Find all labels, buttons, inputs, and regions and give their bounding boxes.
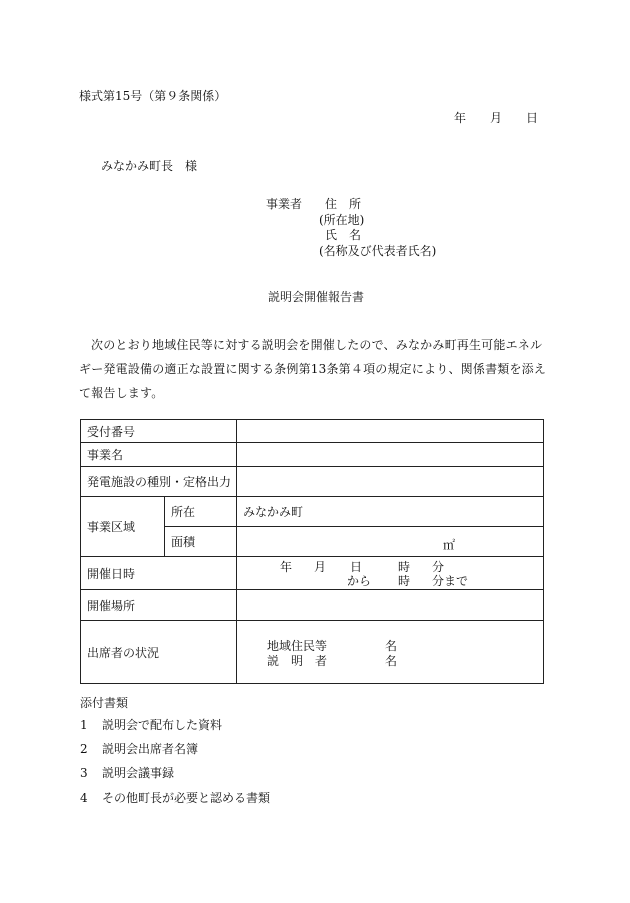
report-table <box>80 419 544 684</box>
attachment-text: 説明会出席者名簿 <box>102 742 199 756</box>
venue-value <box>237 590 544 621</box>
table-row <box>81 621 544 684</box>
dt-until: 分まで <box>432 574 469 588</box>
table-row <box>81 557 544 590</box>
dt-hour: 時 <box>398 560 411 574</box>
document-title: 説明会開催報告書 <box>268 290 365 304</box>
attachment-text: その他町長が必要と認める書類 <box>102 791 271 805</box>
attachment-number: 1 <box>80 718 88 732</box>
addressee: みなかみ町長 様 <box>101 159 198 173</box>
attendance-label: 出席者の状況 <box>81 621 237 684</box>
datetime-label: 開催日時 <box>81 557 237 590</box>
table-row <box>81 590 544 621</box>
address-label: 住 所 <box>325 197 362 211</box>
dt-minute: 分 <box>432 560 445 574</box>
date-line <box>454 112 538 124</box>
date-month: 月 <box>490 111 503 125</box>
address-alt-label: (所在地) <box>319 212 365 227</box>
location-value: みなかみ町 <box>237 497 544 527</box>
attachment-text: 説明会で配布した資料 <box>102 718 223 732</box>
venue-label: 開催場所 <box>81 590 237 621</box>
applicant-block <box>266 197 437 260</box>
attendance-value <box>237 621 544 684</box>
area-value <box>237 527 544 557</box>
dt-hour2: 時 <box>398 574 411 588</box>
body-paragraph: 次のとおり地域住民等に対する説明会を開催したので、みなかみ町再生可能エネルギー発電設備の適正な設置に関する条例第13条第４項の規定により、関係書類を添えて報告します。 <box>79 338 547 400</box>
attachments-heading: 添付書類 <box>80 696 129 710</box>
project-area-label: 事業区域 <box>81 497 165 557</box>
date-day: 日 <box>526 111 539 125</box>
applicant-role: 事業者 <box>266 197 303 211</box>
dt-day: 日 <box>350 560 363 574</box>
dt-year: 年 <box>280 560 293 574</box>
name-alt-label: (名称及び代表者氏名) <box>319 243 437 258</box>
list-item <box>80 719 222 731</box>
attachment-number: 4 <box>80 791 88 805</box>
name-label: 氏 名 <box>325 228 362 242</box>
attachment-number: 3 <box>80 766 88 780</box>
date-year: 年 <box>454 111 467 125</box>
list-item <box>80 743 198 755</box>
dt-month: 月 <box>314 560 327 574</box>
table-row <box>81 497 544 527</box>
receipt-number-value <box>237 420 544 443</box>
area-label: 面積 <box>165 527 237 557</box>
table-row <box>81 467 544 497</box>
receipt-number-label: 受付番号 <box>81 420 237 443</box>
location-label: 所在 <box>165 497 237 527</box>
presenters-unit: 名 <box>385 654 398 668</box>
project-name-value <box>237 443 544 467</box>
list-item <box>80 792 270 804</box>
facility-type-label: 発電施設の種別・定格出力 <box>81 467 237 497</box>
attachment-number: 2 <box>80 742 88 756</box>
residents-unit: 名 <box>385 639 398 653</box>
project-name-label: 事業名 <box>81 443 237 467</box>
list-item <box>80 767 174 779</box>
residents-label: 地域住民等 <box>267 639 328 653</box>
attachment-text: 説明会議事録 <box>102 766 175 780</box>
facility-type-value <box>237 467 544 497</box>
table-row <box>81 420 544 443</box>
area-unit: ㎡ <box>443 538 456 552</box>
datetime-value <box>237 557 544 590</box>
dt-from: から <box>347 574 372 588</box>
presenters-label: 説 明 者 <box>267 654 328 668</box>
table-row <box>81 443 544 467</box>
form-number: 様式第15号（第９条関係） <box>79 89 227 103</box>
